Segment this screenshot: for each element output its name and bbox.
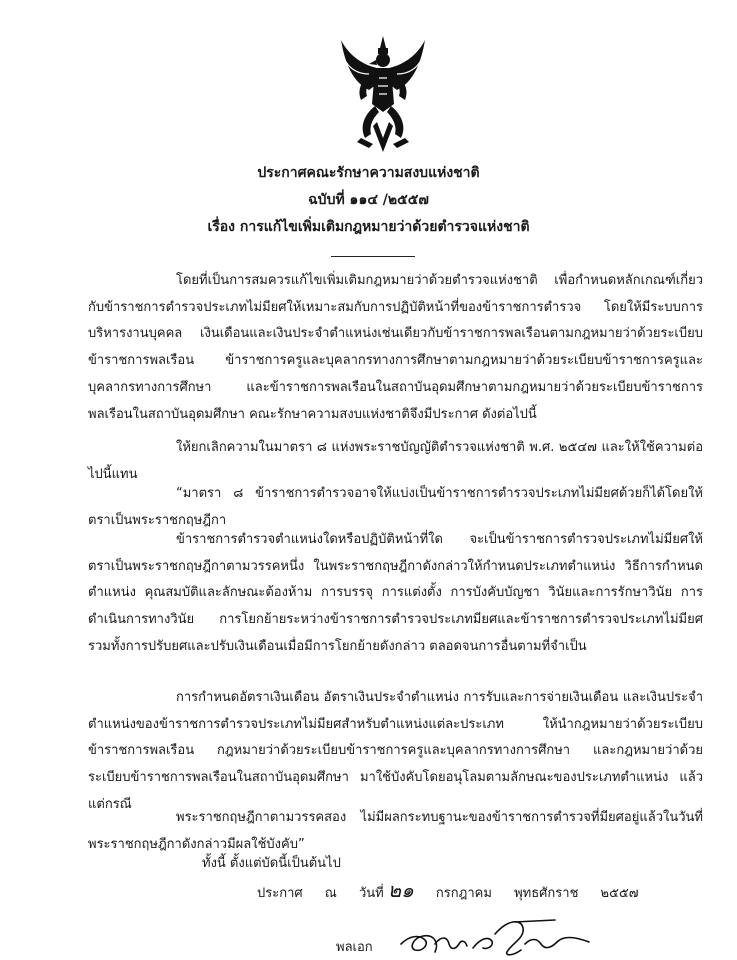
date-announce: ประกาศ <box>257 886 303 901</box>
section-8-text: “มาตรา ๘ ข้าราชการตำรวจอาจให้แบ่งเป็นข้าราชการตำรวจประเภทไม่มียศด้วยก็ได้โดยให้ตราเป็นพระราชกฤษฎีกา <box>88 486 703 528</box>
announcement-number: ฉบับที่ ๑๑๔ /๒๕๕๗ <box>308 192 429 208</box>
date-day-label: วันที่ <box>358 886 384 901</box>
paragraph-three <box>88 685 703 819</box>
announcement-subject: เรื่อง การแก้ไขเพิ่มเติมกฎหมายว่าด้วยตำรวจแห่งชาติ <box>207 219 530 235</box>
garuda-emblem-icon <box>339 34 427 154</box>
date-month: กรกฎาคม <box>435 886 492 901</box>
handwritten-signature <box>395 914 595 960</box>
closing-line: ทั้งนี้ ตั้งแต่บัดนี้เป็นต้นไป <box>202 856 341 871</box>
preamble-text: โดยที่เป็นการสมควรแก้ไขเพิ่มเติมกฎหมายว่าด้วยตำรวจแห่งชาติ เพื่อกำหนดหลักเกณฑ์เกี่ยวกับข้าราชการตำรวจประเภทไม่มียศให้เหมาะสมกับการปฏิบัติหน้าที่ของข้าราชการตำรวจ โดยให้มีระบบการบริหารงานบุคคล เงินเดือนและเงินประจำตำแหน่งเช่นเดียวกับข้าราชการพลเรือนตามกฎหมายว่าด้วยระเบียบข้าราชการพลเรือน ข้าราชการครูและบุคลากรทางการศึกษาตามกฎหมายว่าด้วยระเบียบข้าราชการครูและบุคลากรทางการศึกษา และข้าราชการพลเรือนในสถาบันอุดมศึกษาตามกฎหมายว่าด้วยระเบียบข้าราชการพลเรือนในสถาบันอุดมศึกษา คณะรักษาความสงบแห่งชาติจึงมีประกาศ ดังต่อไปนี้ <box>88 273 703 422</box>
paragraph-four-text: พระราชกฤษฎีกาตามวรรคสอง ไม่มีผลกระทบฐานะของข้าราชการตำรวจที่มียศอยู่แล้วในวันที่พระราชกฤษฎีกาดังกล่าวมีผลใช้บังคับ” <box>88 810 703 852</box>
date-at: ณ <box>324 886 337 901</box>
paragraph-two <box>88 527 703 661</box>
signatory-rank: พลเอก <box>336 940 373 955</box>
announcement-title: ประกาศคณะรักษาความสงบแห่งชาติ <box>257 165 480 181</box>
date-day: ๒๑ <box>387 878 414 902</box>
date-era: พุทธศักราช <box>514 886 579 901</box>
paragraph-four <box>88 805 703 858</box>
repeal-text: ให้ยกเลิกความในมาตรา ๘ แห่งพระราชบัญญัติตำรวจแห่งชาติ พ.ศ. ๒๕๔๗ และให้ใช้ความต่อไปนี้แทน <box>88 440 703 482</box>
paragraph-three-text: การกำหนดอัตราเงินเดือน อัตราเงินประจำตำแหน่ง การรับและการจ่ายเงินเดือน และเงินประจำตำแหน่งของข้าราชการตำรวจประเภทไม่มียศสำหรับตำแหน่งแต่ละประเภท ให้นำกฎหมายว่าด้วยระเบียบข้าราชการพลเรือน กฎหมายว่าด้วยระเบียบข้าราชการครูและบุคลากรทางการศึกษา และกฎหมายว่าด้วยระเบียบข้าราชการพลเรือนในสถาบันอุดมศึกษา มาใช้บังคับโดยอนุโลมตามลักษณะของประเภทตำแหน่ง แล้วแต่กรณี <box>88 690 703 812</box>
preamble-paragraph <box>88 268 703 428</box>
date-year: ๒๕๕๗ <box>600 886 639 901</box>
date-line <box>257 878 639 906</box>
paragraph-two-text: ข้าราชการตำรวจตำแหน่งใดหรือปฏิบัติหน้าที่ใด จะเป็นข้าราชการตำรวจประเภทไม่มียศให้ตราเป็นพระราชกฤษฎีกาตามวรรคหนึ่ง ในพระราชกฤษฎีกาดังกล่าวให้กำหนดประเภทตำแหน่ง วิธีการกำหนดตำแหน่ง คุณสมบัติและลักษณะต้องห้าม การบรรจุ การแต่งตั้ง การบังคับบัญชา วินัยและการรักษาวินัย การดำเนินการทางวินัย การโยกย้ายระหว่างข้าราชการตำรวจประเภทมียศและข้าราชการตำรวจประเภทไม่มียศ รวมทั้งการปรับยศและปรับเงินเดือนเมื่อมีการโยกย้ายดังกล่าว ตลอดจนการอื่นตามที่จำเป็น <box>88 532 703 654</box>
title-divider <box>331 256 415 257</box>
